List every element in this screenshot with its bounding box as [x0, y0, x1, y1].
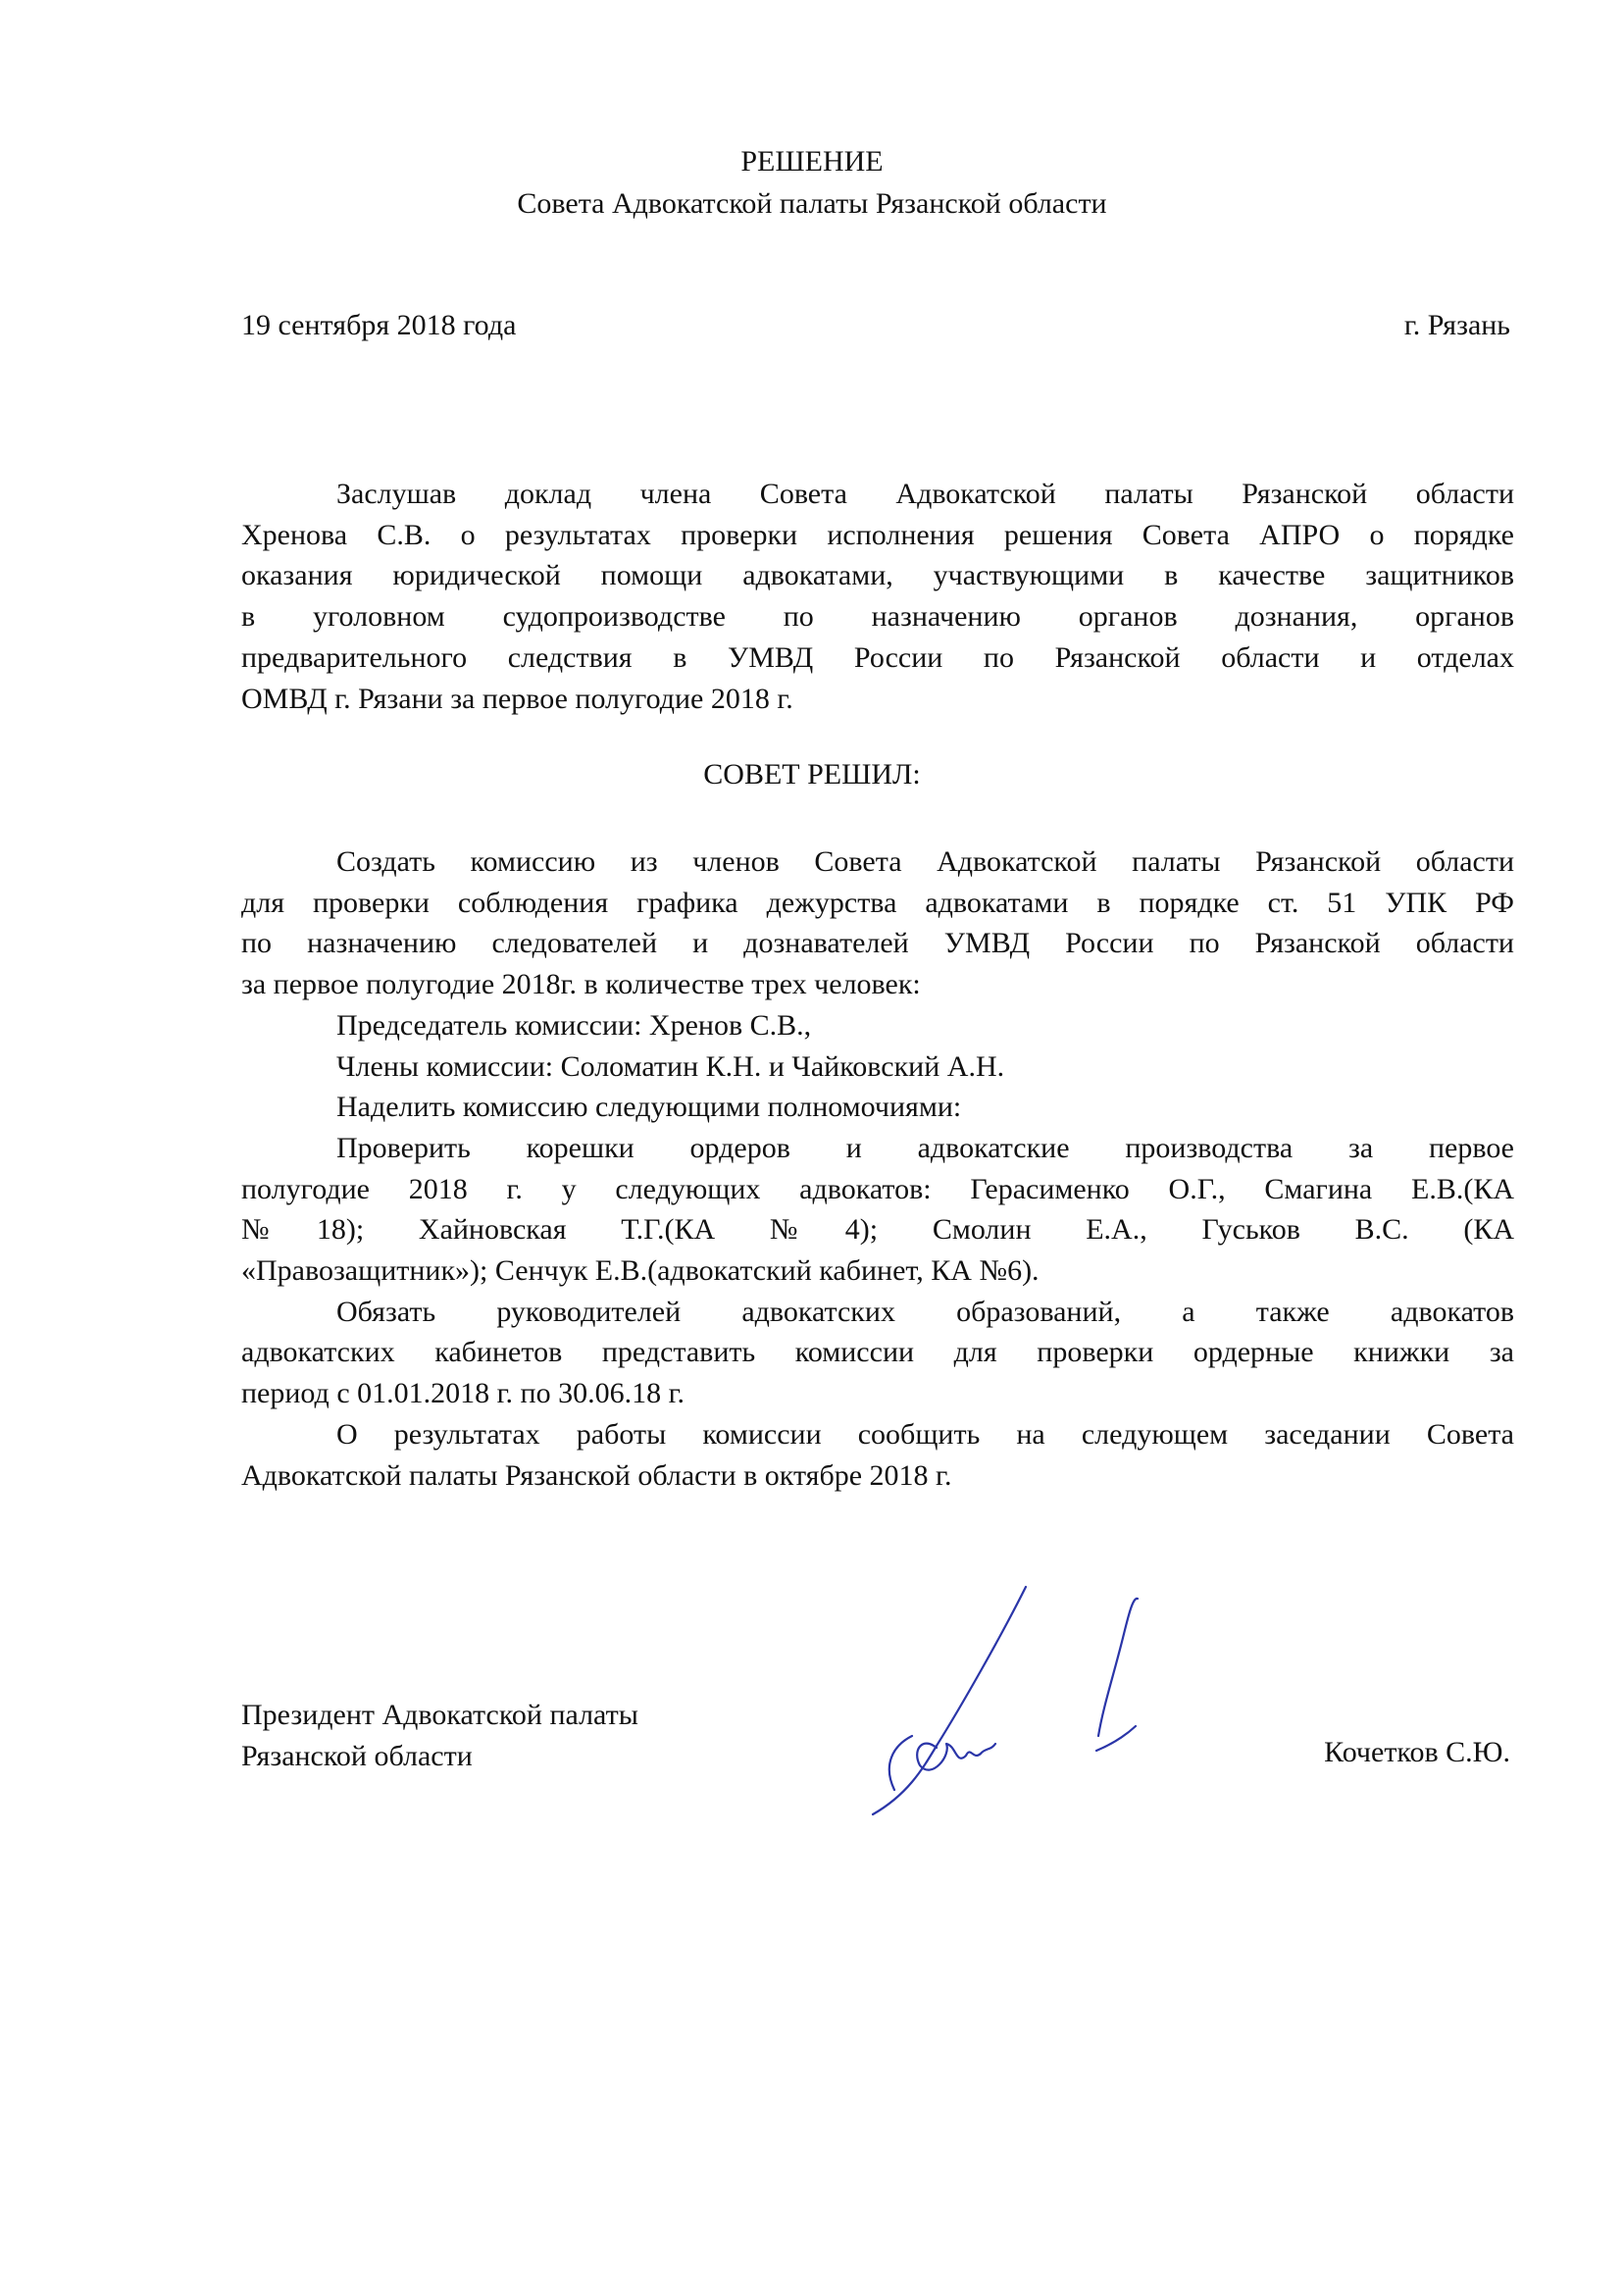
text-line: ОМВД г. Рязани за первое полугодие 2018 г. — [241, 682, 793, 715]
text-line: Обязать руководителей адвокатских образований, а также адвокатов — [336, 1295, 1514, 1328]
text-line: Наделить комиссию следующими полномочиями: — [336, 1091, 962, 1124]
signatory-position — [241, 1695, 638, 1776]
handwritten-signature — [853, 1579, 1167, 1824]
text-line: О результатах работы комиссии сообщить на следующем заседании Совета — [336, 1417, 1514, 1451]
text-line: оказания юридической помощи адвокатами, участвующими в качестве защитников — [241, 559, 1514, 592]
signatory-name: Кочетков С.Ю. — [1324, 1736, 1510, 1768]
document-title: РЕШЕНИЕ — [740, 145, 884, 178]
document-subtitle: Совета Адвокатской палаты Рязанской области — [517, 187, 1107, 220]
text-line: за первое полугодие 2018г. в количестве трех человек: — [241, 968, 921, 1001]
position-line: Рязанской области — [241, 1739, 473, 1772]
position-line: Президент Адвокатской палаты — [241, 1699, 638, 1731]
text-line: «Правозащитник»); Сенчук Е.В.(адвокатский кабинет, КА №6). — [241, 1254, 1040, 1288]
text-line: Создать комиссию из членов Совета Адвокатской палаты Рязанской области — [336, 845, 1514, 878]
text-line: предварительного следствия в УМВД России по Рязанской области и отделах — [241, 640, 1514, 674]
text-line: Адвокатской палаты Рязанской области в октябре 2018 г. — [241, 1458, 952, 1492]
resolved-heading: СОВЕТ РЕШИЛ: — [703, 758, 921, 790]
text-line: период с 01.01.2018 г. по 30.06.18 г. — [241, 1377, 685, 1410]
text-line: для проверки соблюдения графика дежурства адвокатами в порядке ст. 51 УПК РФ — [241, 886, 1514, 919]
text-line: №18); Хайновская Т.Г.(КА №4); Смолин Е.А., Гуськов В.С. (КА — [241, 1213, 1514, 1247]
text-line: Члены комиссии: Соломатин К.Н. и Чайковский А.Н. — [336, 1049, 1005, 1083]
text-line: Проверить корешки ордеров и адвокатские производства за первое — [336, 1131, 1514, 1164]
text-line: Председатель комиссии: Хренов С.В., — [336, 1008, 812, 1042]
text-line: по назначению следователей и дознавателей УМВД России по Рязанской области — [241, 927, 1514, 960]
text-line: Заслушав доклад члена Совета Адвокатской палаты Рязанской области — [336, 478, 1514, 510]
text-line: в уголовном судопроизводстве по назначению органов дознания, органов — [241, 600, 1514, 634]
document-date: 19 сентября 2018 года — [241, 309, 517, 341]
text-line: полугодие 2018 г. у следующих адвокатов: Герасименко О.Г., Смагина Е.В.(КА — [241, 1172, 1514, 1205]
document-city: г. Рязань — [1403, 309, 1510, 341]
text-line: Хренова С.В. о результатах проверки исполнения решения Совета АПРО о порядке — [241, 518, 1514, 551]
intro-paragraph — [241, 474, 1514, 719]
decision-section — [241, 841, 1514, 1496]
text-line: адвокатских кабинетов представить комиссии для проверки ордерные книжки за — [241, 1336, 1514, 1369]
